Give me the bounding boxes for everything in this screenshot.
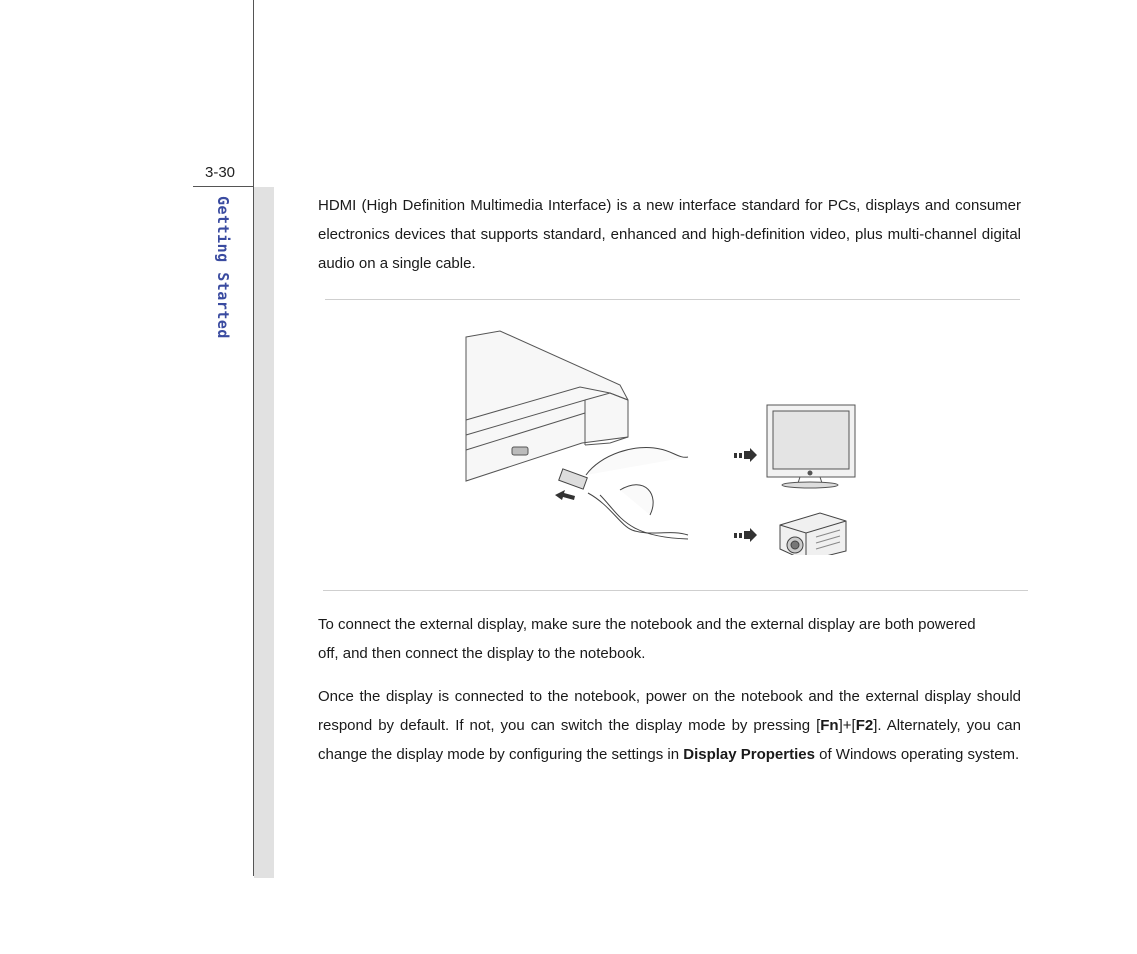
hdmi-connection-illustration bbox=[460, 325, 860, 555]
page-number: 3-30 bbox=[205, 164, 236, 181]
monitor-icon bbox=[767, 405, 855, 488]
once-text-3: of Windows operating system. bbox=[814, 746, 1020, 763]
projector-icon bbox=[780, 513, 846, 555]
side-band bbox=[254, 187, 274, 878]
section-title: Getting Started bbox=[214, 196, 232, 339]
figure-bottom-rule bbox=[323, 590, 1028, 591]
once-text-1: Once the display is connected to the notebook, power on the notebook and the external display should respond by default. If not, you can switch the display mode by pressing [ bbox=[318, 688, 1021, 734]
connect-paragraph: To connect the external display, make sure the notebook and the external display are both powered off, and then connect the display to the notebook. bbox=[318, 616, 976, 662]
hdmi-cable-icon bbox=[559, 447, 688, 539]
arrow-left-icon bbox=[555, 490, 575, 500]
intro-paragraph: HDMI (High Definition Multimedia Interface) is a new interface standard for PCs, displays and consumer electronics devices that supports standard, enhanced and high-definition video, plus multi-channel digital audio on a single cable. bbox=[318, 197, 1021, 272]
arrow-right-icon bbox=[734, 448, 757, 542]
key-fn: Fn bbox=[820, 717, 839, 734]
display-properties-label: Display Properties bbox=[683, 746, 815, 763]
notebook-icon bbox=[466, 331, 628, 481]
header-rule bbox=[193, 186, 254, 187]
key-separator: ]+[ bbox=[838, 717, 856, 734]
figure-top-rule bbox=[325, 299, 1020, 300]
display-mode-paragraph bbox=[318, 682, 1021, 769]
key-f2: F2 bbox=[855, 717, 874, 734]
once-text-2: ]. Alternately, you can change the display mode by configuring the settings in bbox=[318, 717, 1021, 763]
